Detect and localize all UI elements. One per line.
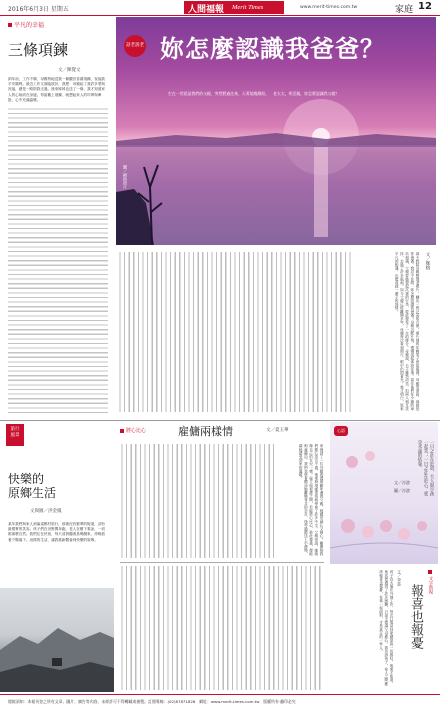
quote-section: [330, 566, 438, 692]
feature-subtitle: 生在一世就是我們的父親，突然將過往來，天黃地燦總結。 老太太，明至親，妳怎麼認識我父親？: [168, 91, 340, 96]
caring-tag-marker: [120, 429, 124, 433]
caring-body-text-lower: [120, 566, 324, 690]
feature-title: 妳怎麼認識我爸爸？: [160, 34, 385, 63]
logo-en: Merit Times: [232, 4, 264, 11]
caring-mid-rule: [120, 562, 324, 563]
hut: [52, 658, 62, 666]
travel-tag: [6, 424, 24, 446]
feature-badge-label: 話老說老: [126, 43, 144, 48]
feature-author: 文／鄭榕: [425, 252, 430, 270]
child-figure: [341, 519, 355, 533]
page-number: 12: [418, 1, 432, 12]
happy-tag: 平凡的幸福: [14, 22, 45, 29]
caring-body-text: [120, 444, 274, 558]
photo-credit: 圖／網路照片: [123, 165, 128, 189]
quote-title: 報喜也報憂: [408, 584, 423, 649]
poem-section: [330, 422, 438, 564]
travel-body: 某年我們與家人到偏遠鄉村旅行，那裡沒有繁華的街道，卻有最樸實的笑容。孩子們在田野間奔跑，老人在樹下乘涼，一切都那麼自然。我們住在民宿，每天清晨聽著鳥鳴醒來，傍晚看著夕陽落下。這樣的生活，讓我重新體會到快樂的原鄉。: [8, 522, 106, 542]
happy-body-lead: 兩年前，工作不順，母親特地送我一條觀音菩薩項鍊，祝福我平安順利。最近工作又面臨波折，我想：母親給了我許多愛與祝福，總是一路陪我走過。後來姊姊也送了一條，我才知道家人的心始終在身邊。每當戴上項鍊，就想起家人的叮嚀與牽掛，心中充滿溫暖。: [8, 77, 106, 102]
poem-verse: 一日之計在於晨，大人與小孩一起笑；一日之計在於心，愛是永遠的依靠。: [417, 440, 434, 496]
quote-tag-marker: [428, 570, 432, 574]
happy-column: [0, 17, 114, 419]
section-name: 家庭: [395, 5, 414, 15]
travel-section: [0, 422, 114, 692]
caring-tag: 將心比心: [126, 428, 147, 434]
child-figure: [380, 520, 392, 532]
feature-body: 那天我陪母親整理老照片，翻出一張泛黃的合照，照片裡的年輕男子意氣風發。母親笑著說，那就是你爸爸。我忍不住問：妳怎麼認識我爸爸？母親沉默片刻，慢慢說起那段往事。當年他們在小鎮的車站相遇，父親替她提起沉重的行李，從此便有了一生的緣分。母親說，日子雖然清苦，但兩人相互扶持，走過了許多風雨。如今父親已經離開多年，母親每次看到照片，眼中仍閃著光。我才明白，原來平凡的相遇，也能成就一輩子的深情。: [395, 252, 420, 411]
caring-byline: 文／夏玉華: [266, 428, 289, 433]
child-figure: [362, 526, 374, 538]
feature-badge: [124, 35, 146, 57]
poem-illustrator: 圖／沙游: [394, 488, 410, 493]
happy-title: 三條項鍊: [8, 41, 69, 59]
site-url: www.merit-times.com.tw: [300, 5, 358, 10]
poem-tag-label: 心語: [337, 428, 345, 433]
footer-notice: 閱報須知：本報刊登之所有文章、圖片、廣告等內容，未經許可不得轉載或複製。訂閱專線：(02)87871828 網址：www.merit-times.com.tw 版權所有‧翻印必究: [8, 699, 296, 704]
masthead-rule: [0, 15, 440, 16]
quote-body: 孩子長大後在外地工作，每次打電話回家總是說一切都好。後來才知道，他其實遇到了許多困難，只是不想讓父母擔心。我告訴孩子，家人之間應該報喜也報憂，有事一起面對，才是真正的一家人。: [379, 570, 394, 686]
ground-line: [330, 543, 438, 548]
child-figure: [417, 521, 427, 531]
footer-bar: [0, 694, 440, 710]
distant-hills: [116, 133, 436, 147]
logo-block: [184, 1, 284, 14]
feature-article: [116, 248, 436, 418]
children-illustration: [330, 422, 438, 564]
quote-byline: 文／李嘉: [397, 570, 402, 586]
happy-body-text: [8, 107, 108, 415]
travel-title: 快樂的 原鄉生活: [8, 472, 57, 500]
issue-date: 2016年6月3日 星期五: [8, 6, 69, 13]
feature-photo: [116, 17, 436, 245]
mountain-scene: [0, 588, 114, 692]
quote-tag: 文字新視: [428, 576, 433, 594]
happy-tag-marker: [8, 23, 12, 27]
feature-body-text: [118, 252, 352, 412]
caring-body: 家裡請了一位外籍看護照顧年邁的父親，她總是細心又耐心。剛開始我們擔心語言不通，後來發現她很快就學會了許多中文。父親常說，她就像自己的女兒一樣。雇主與看護之間，若能將心比心，彼此尊重，便能相處融洽。我們也學著體諒她離鄉背井的辛苦，逢年過節送上小禮物，讓她感受到家的溫暖。: [299, 444, 324, 556]
caring-title: 雇傭兩樣情: [178, 425, 233, 438]
poem-author: 文／沙游: [394, 480, 410, 485]
travel-tag-label: 旅行 風景: [10, 427, 20, 438]
travel-photo: [0, 588, 114, 692]
child-figure: [398, 528, 410, 540]
caring-section: [116, 422, 328, 692]
child-figure: [346, 456, 358, 468]
masthead: [0, 0, 440, 16]
lake-water: [116, 145, 436, 245]
logo-cn: 人間福報: [188, 5, 225, 15]
mid-rule: [0, 420, 440, 421]
sun-reflection: [314, 147, 328, 237]
child-figure: [365, 451, 375, 461]
happy-byline: 文／陳覺文: [58, 68, 81, 73]
travel-byline: 文與圖／洪金鳳: [30, 509, 62, 514]
